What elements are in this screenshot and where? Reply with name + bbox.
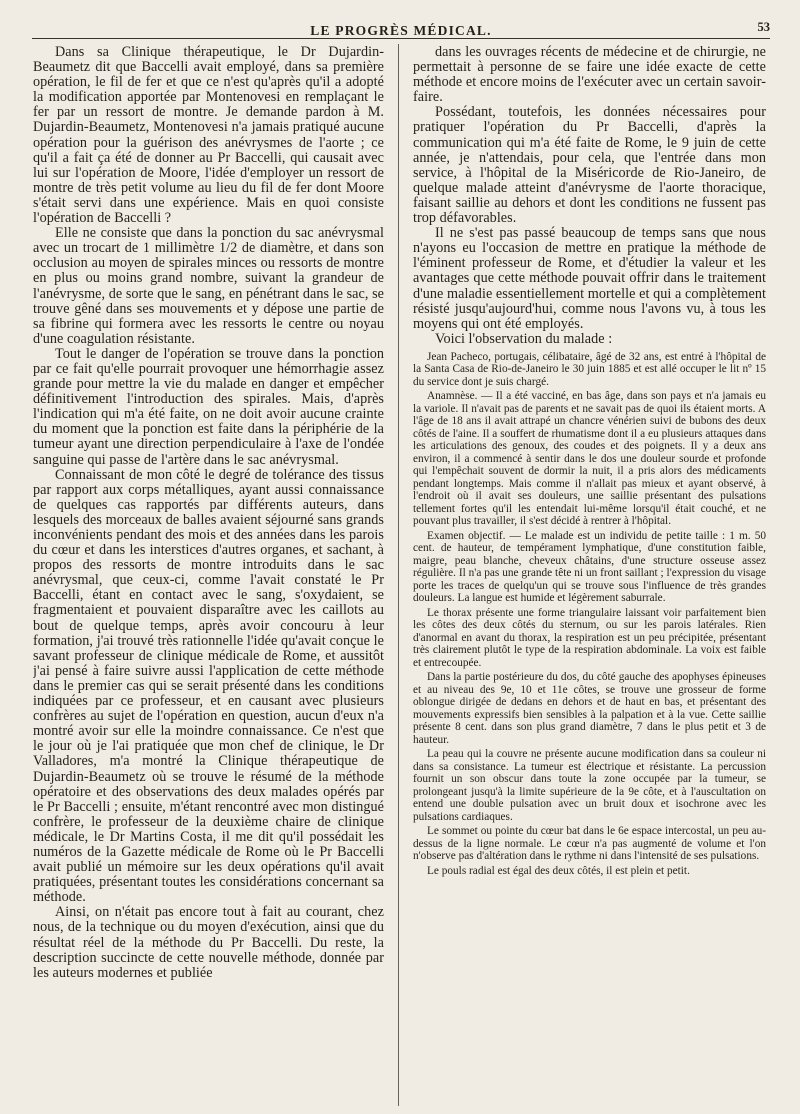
paragraph: Connaissant de mon côté le degré de tolérance des tissus par rapport aux corps métalliques, ayant aussi connaissance de quelques cas rapportés par différents auteurs, dans lesquels des morceaux de balles avaient séjourné sans grands inconvénients pendant des mois et des années dans les parois du cœur et dans les interstices d'autres organes, et sachant, à propos des ressorts de montre introduits dans le sac anévrysmal, que ceux-ci, comme l'avait constaté le Pr Baccelli, étant en contact avec le sang, s'oxydaient, se fragmentaient et pouvaient disparaître avec les caillots au bout de quelque temps, après avoir concouru à leur formation, j'ai trouvé très rationnelle l'idée qu'avait conçue le savant professeur de clinique médicale de Rome, et aussitôt j'ai pensé à faire suivre aussi l'application de cette méthode dans le premier cas qui se serait présenté dans les conditions indiquées par ce professeur, et en causant avec plusieurs confrères au sujet de l'opération en question, aucun d'eux n'a montré avoir sur elle la moindre connaissance. Ce n'est que le jour où je l'ai pratiquée que mon chef de clinique, le Dr Valladores, m'a montré la Clinique thérapeutique de Dujardin-Beaumetz où se trouve le résumé de la méthode opératoire et des observations des deux malades opérés par le Pr Baccelli ; ensuite, m'étant rencontré avec mon distingué confrère, le professeur de la deuxième chaire de clinique médicale, le Dr Martins Costa, il me dit qu'il possédait les numéros de la Gazette médicale de Rome où le Pr Baccelli avait publié un mémoire sur les deux opérations qu'il avait pratiquées, présentant toutes les considérations concernant sa méthode. xyxy=(33,466,384,906)
paragraph: Dans sa Clinique thérapeutique, le Dr Dujardin-Beaumetz dit que Baccelli avait employé, dans sa première opération, le fil de fer et que ce n'est qu'après qu'il a adopté la modification apportée par Montenovesi en remplaçant le fer par un ressort de montre. Je demande pardon à M. Dujardin-Beaumetz, Montenovesi n'a jamais pratiqué aucune opération pour la guérison des anévrysmes de l'aorte ; ce qu'il a fait ça été de donner au Pr Baccelli, qui causait avec lui sur l'opération de Moore, l'idée d'employer un ressort de montre de très petit volume au lieu du fil de fer dont Moore s'était servi dans une expérience. Mais en quoi consiste l'opération de Baccelli ? xyxy=(33,45,384,227)
paragraph: Elle ne consiste que dans la ponction du sac anévrysmal avec un trocart de 1 millimètre 1/2 de diamètre, et dans son occlusion au moyen de spirales minces ou ressorts de montre en plus ou moins grand nombre, suivant la grandeur de l'anévrysme, de sorte que le sang, en pénétrant dans le sac, se trouve gêné dans ses mouvements et y dépose une partie de sa fibrine qui formera avec les ressorts le centre ou noyau d'une coagulation résistante. xyxy=(33,225,384,347)
header-rule xyxy=(32,38,770,39)
observation-paragraph: Le pouls radial est égal des deux côtés, il est plein et petit. xyxy=(427,864,690,877)
observation-paragraph: Jean Pacheco, portugais, célibataire, âgé de 32 ans, est entré à l'hôpital de la Santa Casa de Rio-de-Janeiro le 30 juin 1885 et est allé occuper le lit nº 15 du service dont je suis chargé. xyxy=(413,350,766,388)
observation-paragraph: Anamnèse. — Il a été vacciné, en bas âge, dans son pays et n'a jamais eu la variole. Il n'avait pas de parents et ne savait pas de quoi ils étaient morts. A l'âge de 18 ans il avait attrapé un chancre vénérien suivi de bubons des deux côtés de l'aine. Il a souffert de rhumatisme dont il a eu plusieurs attaques dans les articulations des genoux, des coudes et des poignets. Il y a deux ans environ, il a commencé à sentir dans le dos une douleur sourde et profonde qui l'empêchait souvent de dormir la nuit, il a pris alors des médicaments pendant longtemps. Mais comme il n'allait pas mieux et ayant observé, à l'endroit où il avait ses douleurs, une saillie présentant des pulsations tellement fortes qu'il les entendait lui-même lorsqu'il était couché, et ne pouvant plus travailler, il s'est décidé à rentrer à l'hôpital. xyxy=(413,390,766,528)
observation-paragraph: La peau qui la couvre ne présente aucune modification dans sa couleur ni dans sa consistance. La tumeur est électrique et résistante. La percussion fournit un son obscur dans toute la zone occupée par la tumeur, se prolongeant jusqu'à la limite supérieure de la 9e côte, et à l'auscultation on entend une double pulsation avec un bruit doux et isochrone avec les pulsations cardiaques. xyxy=(413,748,766,823)
patient-observation xyxy=(413,351,766,878)
observation-paragraph: Le thorax présente une forme triangulaire laissant voir parfaitement bien les côtes des deux côtés du sternum, ou sur les parois latérales. Rien d'anormal en avant du thorax, la respiration est un peu précipitée, présentant très clairement plutôt le type de la respiration abdominale. La voix est faible et entrecoupée. xyxy=(413,606,766,669)
paragraph: Possédant, toutefois, les données nécessaires pour pratiquer l'opération du Pr Baccelli, d'après la communication qui m'a été faite de Rome, le 9 juin de cette année, je n'attendais, pour cela, que l'entrée dans mon service, à l'hôpital de la Miséricorde de Rio-Janeiro, de quelque malade atteint d'anévrysme de l'aorte thoracique, faisant saillie au dehors et dont les conditions ne fussent pas trop défavorables. xyxy=(413,104,766,227)
left-column xyxy=(33,45,384,1107)
observation-paragraph: Dans la partie postérieure du dos, du côté gauche des apophyses épineuses et au niveau des 9e, 10 et 11e côtes, se trouve une grosseur de forme oblongue dirigée de dedans en dehors et de haut en bas, et présentant des mouvements expressifs bien sensibles à la palpation et à la vue. Cette saillie présente 8 cent. dans son plus grand diamètre, 7 dans le plus petit et 3 de hauteur. xyxy=(413,671,766,746)
column-divider xyxy=(398,44,399,1106)
paragraph: Il ne s'est pas passé beaucoup de temps sans que nous n'ayons eu l'occasion de mettre en pratique la méthode de l'éminent professeur de Rome, et d'étudier la valeur et les avantages que cette méthode pouvait offrir dans le traitement d'une maladie essentiellement mortelle et qui a complètement résisté jusqu'aujourd'hui, comme nous l'avons vu, à tous les moyens qui ont été employés. xyxy=(413,225,766,332)
running-header xyxy=(32,18,770,38)
paragraph: Tout le danger de l'opération se trouve dans la ponction par ce fait qu'elle pourrait provoquer une hémorrhagie assez grande pour mettre la vie du malade en danger et empêcher définitivement l'introduction des spirales. Mais, d'après l'indication qui m'a été faite, on ne doit avoir aucune crainte du moment que la ponction est faite dans la périphérie de la tumeur ayant une direction perpendiculaire à l'axe de l'ondée sanguine qui passe de l'artère dans le sac anévrysmal. xyxy=(33,345,384,468)
journal-title: LE PROGRÈS MÉDICAL. xyxy=(310,23,492,38)
paragraph: dans les ouvrages récents de médecine et de chirurgie, ne permettait à personne de se faire une idée exacte de cette méthode et encore moins de l'exécuter avec un certain savoir-faire. xyxy=(413,45,766,106)
paragraph: Voici l'observation du malade : xyxy=(435,330,613,347)
right-column xyxy=(413,45,766,1107)
observation-paragraph: Examen objectif. — Le malade est un individu de petite taille : 1 m. 50 cent. de hauteur, de tempérament lymphatique, d'une constitution faible, maigre, peau blanche, cheveux châtains, d'une structure osseuse assez régulière. Il n'a pas une grande tête ni un front saillant ; l'expression du visage porte les traces de quelqu'un qui se trouve sous l'influence de très grandes douleurs. La langue est humide et légèrement saburrale. xyxy=(413,529,766,605)
page-number: 53 xyxy=(757,20,770,34)
observation-paragraph: Le sommet ou pointe du cœur bat dans le 6e espace intercostal, un peu au-dessus de la ligne normale. Le cœur n'a pas augmenté de volume et l'on n'observe pas d'altération dans le rythme ni dans l'intensité de ses pulsations. xyxy=(413,825,766,863)
paragraph: Ainsi, on n'était pas encore tout à fait au courant, chez nous, de la technique ou du moyen d'exécution, ainsi que du résultat réel de la méthode du Pr Baccelli. Du reste, la description succincte de cette nouvelle méthode, donnée par les auteurs modernes et publiée xyxy=(33,904,384,981)
